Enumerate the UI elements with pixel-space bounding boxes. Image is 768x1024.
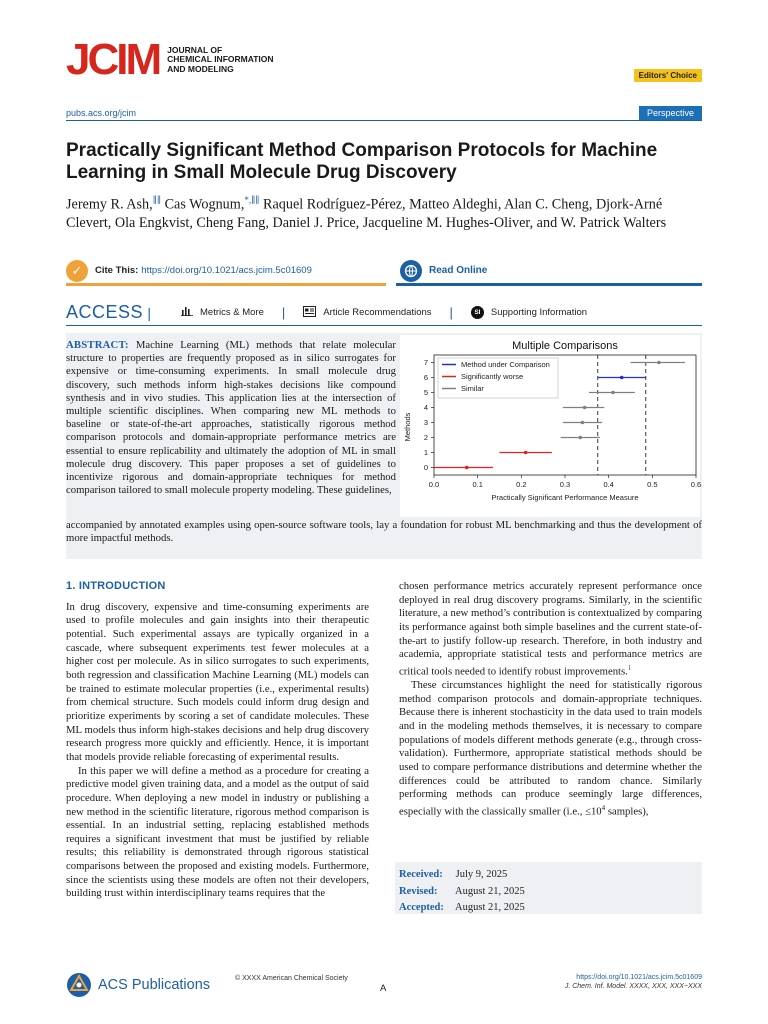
footer-citation <box>565 973 702 991</box>
journal-url-link[interactable]: pubs.acs.org/jcim <box>66 108 137 118</box>
author-affiliation-sup: *,∥∥ <box>244 195 260 205</box>
body-column-right <box>399 580 702 819</box>
section-heading: 1. INTRODUCTION <box>66 580 166 592</box>
author-name[interactable]: Jeremy R. Ash, <box>66 196 153 213</box>
article-type-badge: Perspective <box>639 106 702 120</box>
x-tick-label: 0.4 <box>603 480 614 489</box>
author-list <box>66 191 706 233</box>
read-online-bar[interactable] <box>396 258 702 286</box>
article-recommendations-link[interactable]: Article Recommendations <box>303 306 431 320</box>
cite-this-bar <box>66 258 386 286</box>
editors-choice-badge: Editors' Choice <box>634 69 702 82</box>
paragraph: In this paper we will define a method as a procedure for creating a predictive model given training data, and a model as the output of said procedure. When deploying a new model in industry or publishing a new method in the scientific literature, rigorous method comparison is essential. In an industrial setting, replacing established methods requires a significant investment that must be justified by reliable results; this reliability is demonstrated through rigorous statistical comparisons between the proposed and existing models. Furthermore, since the scientists using these models are often not their developers, building trust within interdisciplinary teams requires that the <box>66 764 369 900</box>
chart-title: Multiple Comparisons <box>512 340 618 352</box>
x-tick-label: 0.2 <box>516 480 527 489</box>
article-dates <box>395 862 702 914</box>
paragraph: These circumstances highlight the need for statistically rigorous method comparison protocols and domain-appropriate techniques. Because there is inherent stochasticity in the data used to train models and in the modeling methods themselves, it is necessary to compare populations of models different methods generate (e.g., through cross-validation). Furthermore, appropriate statistical methods should be used to compare performance distributions and determine whether the differences could be attributed to random chance. Similarly performing methods can produce seemingly large differences, especially with the classically smaller (i.e., $\le 10^4$ samples), <box>399 679 702 818</box>
globe-icon <box>400 260 422 282</box>
header-url-row <box>66 106 702 121</box>
x-tick-label: 0.1 <box>472 480 483 489</box>
paragraph: chosen performance metrics accurately represent performance once deployed in real drug discovery programs. Similarly, in the scientific literature, a new method’s contribution is contextualized by comparing its performance against both simple baselines and the current state-of-the-art to justify follow-up research. Therefore, in both industry and academia, appropriate statistical tests and performance metrics are critical tools needed to identify robust improvements.$^1$ <box>399 580 702 678</box>
data-point <box>620 376 624 380</box>
divider: | <box>449 305 453 320</box>
revised-date: Revised: August 21, 2025 <box>399 885 525 897</box>
doi-link[interactable]: https://doi.org/10.1021/acs.jcim.5c01609 <box>141 265 312 276</box>
legend-label: Method under Comparison <box>461 360 550 369</box>
y-tick-label: 5 <box>423 388 428 397</box>
x-tick-label: 0.0 <box>428 480 440 489</box>
cite-label: Cite This: <box>95 265 139 276</box>
y-tick-label: 6 <box>423 373 428 382</box>
footer-doi-link[interactable]: https://doi.org/10.1021/acs.jcim.5c01609 <box>576 974 702 981</box>
journal-citation: J. Chem. Inf. Model. XXXX, XXX, XXX−XXX <box>564 983 702 990</box>
abstract-panel <box>66 333 702 559</box>
author-affiliation-sup: ∥∥ <box>152 195 162 205</box>
data-point <box>657 361 661 365</box>
article-title: Practically Significant Method Comparison Protocols for Machine Learning in Small Molecule Drug Discovery <box>66 140 658 183</box>
bar-chart-icon <box>181 306 193 319</box>
logo-text: JOURNAL OF CHEMICAL INFORMATION AND MODELING <box>167 44 274 74</box>
x-tick-label: 0.5 <box>647 480 658 489</box>
divider: | <box>281 305 286 320</box>
data-point <box>524 451 528 455</box>
paragraph: In drug discovery, expensive and time-consuming experiments are used to profile molecules and gain insights into their therapeutic potential. Such experimental assays are typically organized in a cascade, where subsequent experiments test fewer molecules at a higher cost per molecule. As in silico surrogates to such experiments, both regression and classification Machine Learning (ML) models can be trained to estimate molecular properties (i.e., experimental results) from chemical structure. Such models could inform drug design and prioritize experiments by scoring a set of candidate molecules. These ML models thus inform high-stakes decisions and help drug discovery research progress more quickly and efficiently. Hence, it is important that models provide reliable forecasting of experimental results. <box>66 600 369 763</box>
acs-publications-logo[interactable] <box>66 972 210 998</box>
chart-svg <box>400 335 700 517</box>
reference-link[interactable]: 1 <box>627 663 632 672</box>
data-point <box>583 406 587 410</box>
access-label: ACCESS | <box>66 302 152 322</box>
author-name[interactable]: Cas Wognum, <box>161 196 245 213</box>
author-names[interactable]: Raquel Rodríguez-Pérez, Matteo Aldeghi, Alan C. Cheng, Djork-Arné Clevert, Ola Engkvist, Cheng Fang, Daniel J. Price, Jacqueline M. Hughes-Oliver, and W. Patrick Walters <box>66 196 667 232</box>
y-tick-label: 4 <box>423 403 428 412</box>
legend-label: Significantly worse <box>461 372 524 381</box>
copyright-text: © XXXX American Chemical Society <box>235 975 348 982</box>
document-icon <box>303 306 316 320</box>
legend-label: Similar <box>461 384 484 393</box>
read-online-button[interactable]: Read Online <box>429 265 488 276</box>
data-point <box>465 466 469 470</box>
journal-logo[interactable] <box>66 35 297 84</box>
y-axis-label: Methods <box>403 412 412 442</box>
abstract-text: ABSTRACT: Machine Learning (ML) methods that relate molecular structure to properties are frequently proposed as in silico surrogates for expensive or time-consuming experiments. In small molecule drug discovery, such methods inform high-stakes decisions like compound synthesis and in vivo studies. This application lies at the intersection of multiple scientific disciplines. When comparing new ML methods to baseline or state-of-the-art approaches, statistically rigorous method comparison protocols and domain-appropriate performance metrics are essential to ensure replicability and ultimately the adoption of ML in small molecule drug discovery. This paper proposes a set of guidelines to incentivize rigorous and domain-appropriate techniques for method comparison tailored to small molecule property modeling. These guidelines, <box>66 339 396 497</box>
x-tick-label: 0.6 <box>690 480 702 489</box>
logo-mark: JCIM <box>66 35 160 84</box>
page-number: A <box>380 983 387 994</box>
body-column-left <box>66 580 369 901</box>
abstract-label: ABSTRACT: <box>66 339 129 351</box>
supporting-information-link[interactable]: SI Supporting Information <box>471 306 587 319</box>
publisher-name: ACS Publications <box>98 977 211 993</box>
y-tick-label: 3 <box>423 418 428 427</box>
data-point <box>578 436 582 440</box>
y-tick-label: 1 <box>423 448 428 457</box>
acs-logo-icon <box>66 972 92 998</box>
x-axis-label: Practically Significant Performance Measure <box>491 493 639 502</box>
toc-graphic-chart <box>400 335 700 517</box>
accepted-date: Accepted: August 21, 2025 <box>399 902 525 913</box>
received-date: Received: July 9, 2025 <box>399 869 508 880</box>
metrics-more-link[interactable]: Metrics & More <box>181 306 264 319</box>
data-point <box>581 421 585 425</box>
y-tick-label: 2 <box>423 433 428 442</box>
data-point <box>611 391 615 395</box>
access-bar <box>66 300 702 326</box>
x-tick-label: 0.3 <box>559 480 571 489</box>
y-tick-label: 7 <box>423 358 428 367</box>
checkmark-icon: ✓ <box>66 260 88 282</box>
abstract-text-continued: accompanied by annotated examples using open-source software tools, lay a foundation for robust ML benchmarking and thus the development of more impactful methods. <box>66 519 702 545</box>
y-tick-label: 0 <box>423 463 428 472</box>
si-icon: SI <box>471 306 484 319</box>
exponent: 4 <box>601 804 606 813</box>
